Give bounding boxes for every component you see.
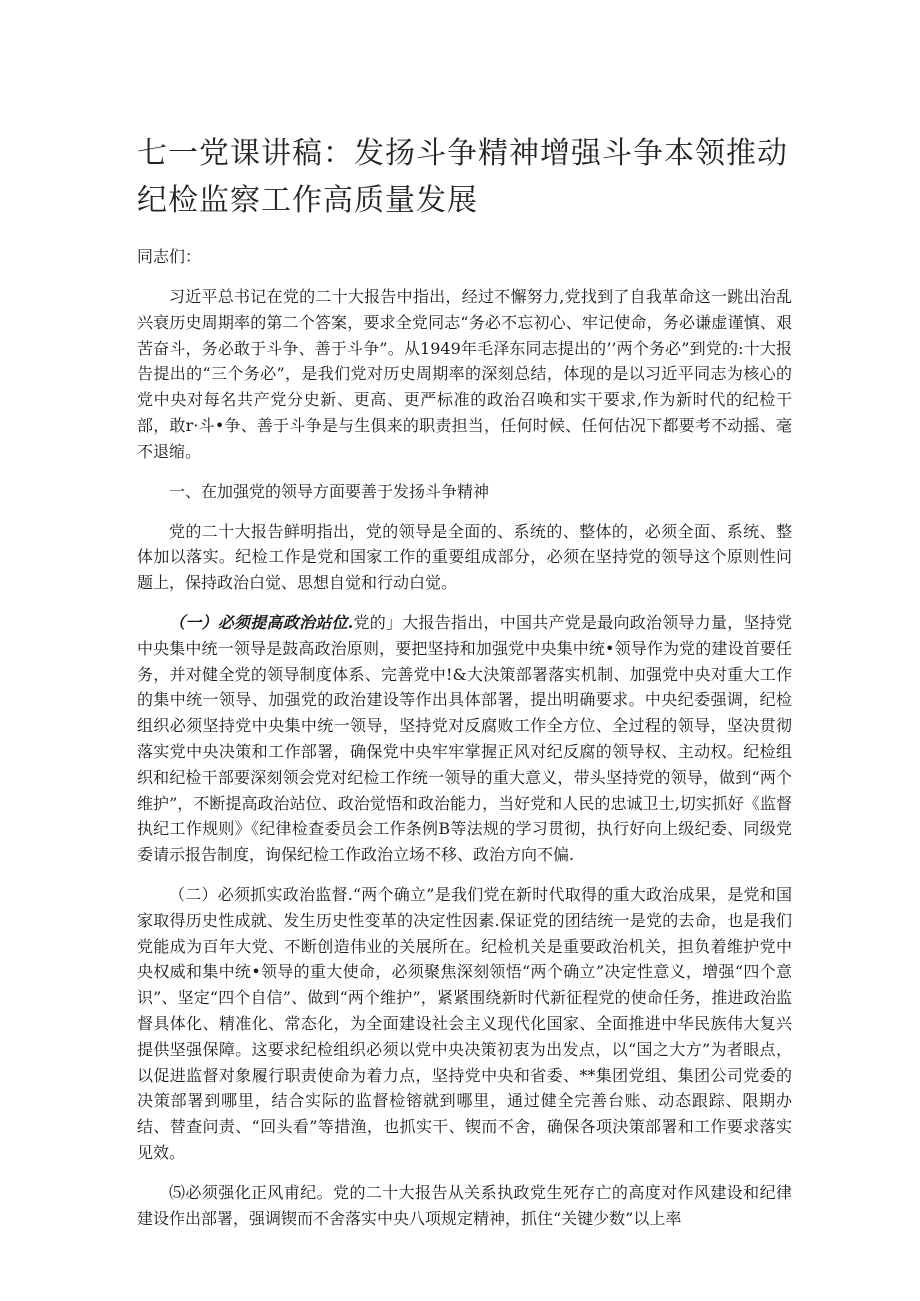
item-3-paragraph: ⑸必须强化正风甫纪。党的二十大报告从关系执政党生死存亡的高度对作风建设和纪律建设作出部署，强调锲而不舍落实中央八项规定精神，抓住“关键少数”以上率 <box>137 1182 792 1228</box>
section-1-intro: 党的二十大报告鲜明指出，党的领导是全面的、系统的、整体的，必须全面、系统、整体加以落实。纪检工作是党和国家工作的重要组成部分，必须在坚持党的领导这个原则性问题上，保持政治白觉、思想自觉和行动白觉。 <box>137 521 792 593</box>
item-1-lead: （一）必须提高政治站位. <box>169 612 354 632</box>
section-1-heading: 一、在加强党的领导方面要善于发扬斗争精神 <box>169 481 490 501</box>
item-1-body: 党的」大报告指出，中国共产党是最向政治领导力量，坚持党中央集中统一领导是鼓高政治原则，要把坚持和加强党中央集中统•领导作为党的建设首要任务，并对健全党的领导制度体系、完善党中!&大決策部署落实机制、加强党中央对重大工作的集中统一领导、加强党的政治建设等作出具体部署，提出明确要求。中央纪委强调，纪检组织必须坚持党中央集中统一领导，坚持党对反腐败工作全方位、全过程的领导，坚决贯彻落实党中央决策和工作部署，确保党中央牢牢掌握正风对纪反腐的领导权、主动权。纪检组织和纪检干部要深刻领会党对纪检工作统一领导的重大意义，带头坚持党的领导，做到“两个维护”，不断提高政治站位、政治觉悟和政治能力，当好党和人民的忠诚卫士,切实抓好《监督执纪工作规则》《纪律检查委员会工作条例B等法规的学习贯彻，执行好向上级纪委、同级党委请示报告制度，询保纪检工作政治立场不移、政治方向不偏. <box>137 612 792 865</box>
document-page <box>137 130 792 1245</box>
document-title: 七一党课讲稿：发扬斗争精神增强斗争本领推动纪检监察工作高质量发展 <box>137 136 788 218</box>
item-1-paragraph <box>137 610 792 868</box>
salutation: 同志们： <box>137 247 202 266</box>
intro-paragraph: 习近平总书记在党的二十大报告中指出，经过不懈努力,党找到了自我革命这一跳出治乱兴衰历史周期率的第二个答案，要求全党同志“务必不忘初心、牢记使命，务必谦虚谨慎、艰苦奋斗，务必敢于斗争、善于斗争”。从1949年毛泽东同志提出的’’两个务必”到党的:十大报告提出的“三个务必”，是我们党对历史周期率的深刻总结，体现的是以习近平同志为核心的党中央对每名共产党分史新、更高、更严标准的政治召唤和实干要求,作为新时代的纪检干部，敢r·斗•争、善于斗争是与生俱来的职责担当，任何时候、任何估况下都要考不动摇、毫不退缩。 <box>137 287 792 461</box>
item-2-paragraph: （二）必须抓实政治监督.“两个确立”是我们党在新时代取得的重大政治成果，是党和国家取得历史性成就、发生历史性变革的决定性因素.保证党的团结统一是党的去命，也是我们党能成为百年大党、不断创造伟业的关展所在。纪检机关是重要政治机关，担负着维护党中央权威和集中统•领导的重大使命，必须聚焦深刻领悟“两个确立”决定性意义，增强“四个意识”、坚定“四个自信”、做到“两个维护”，紧紧围绕新时代新征程党的使命任务，推进政治监督具体化、精准化、常态化，为全面建设社会主义现代化国家、全面推进中华民族伟大复兴提供坚强保障。这要求纪检组织必须以党中央决策初衷为出发点，以“国之大方”为者眼点，以促进监督对象履行职责使命为着力点，坚持党中央和省委、**集团党组、集团公司党委的决策部署到哪里，结合实际的监督检镕就到哪里，通过健全完善台账、动态跟踪、限期办结、替查问责、“回头看”等措渔，也抓实干、锲而不舍，确保各项決策部署和工作要求落实见效。 <box>137 884 792 1162</box>
